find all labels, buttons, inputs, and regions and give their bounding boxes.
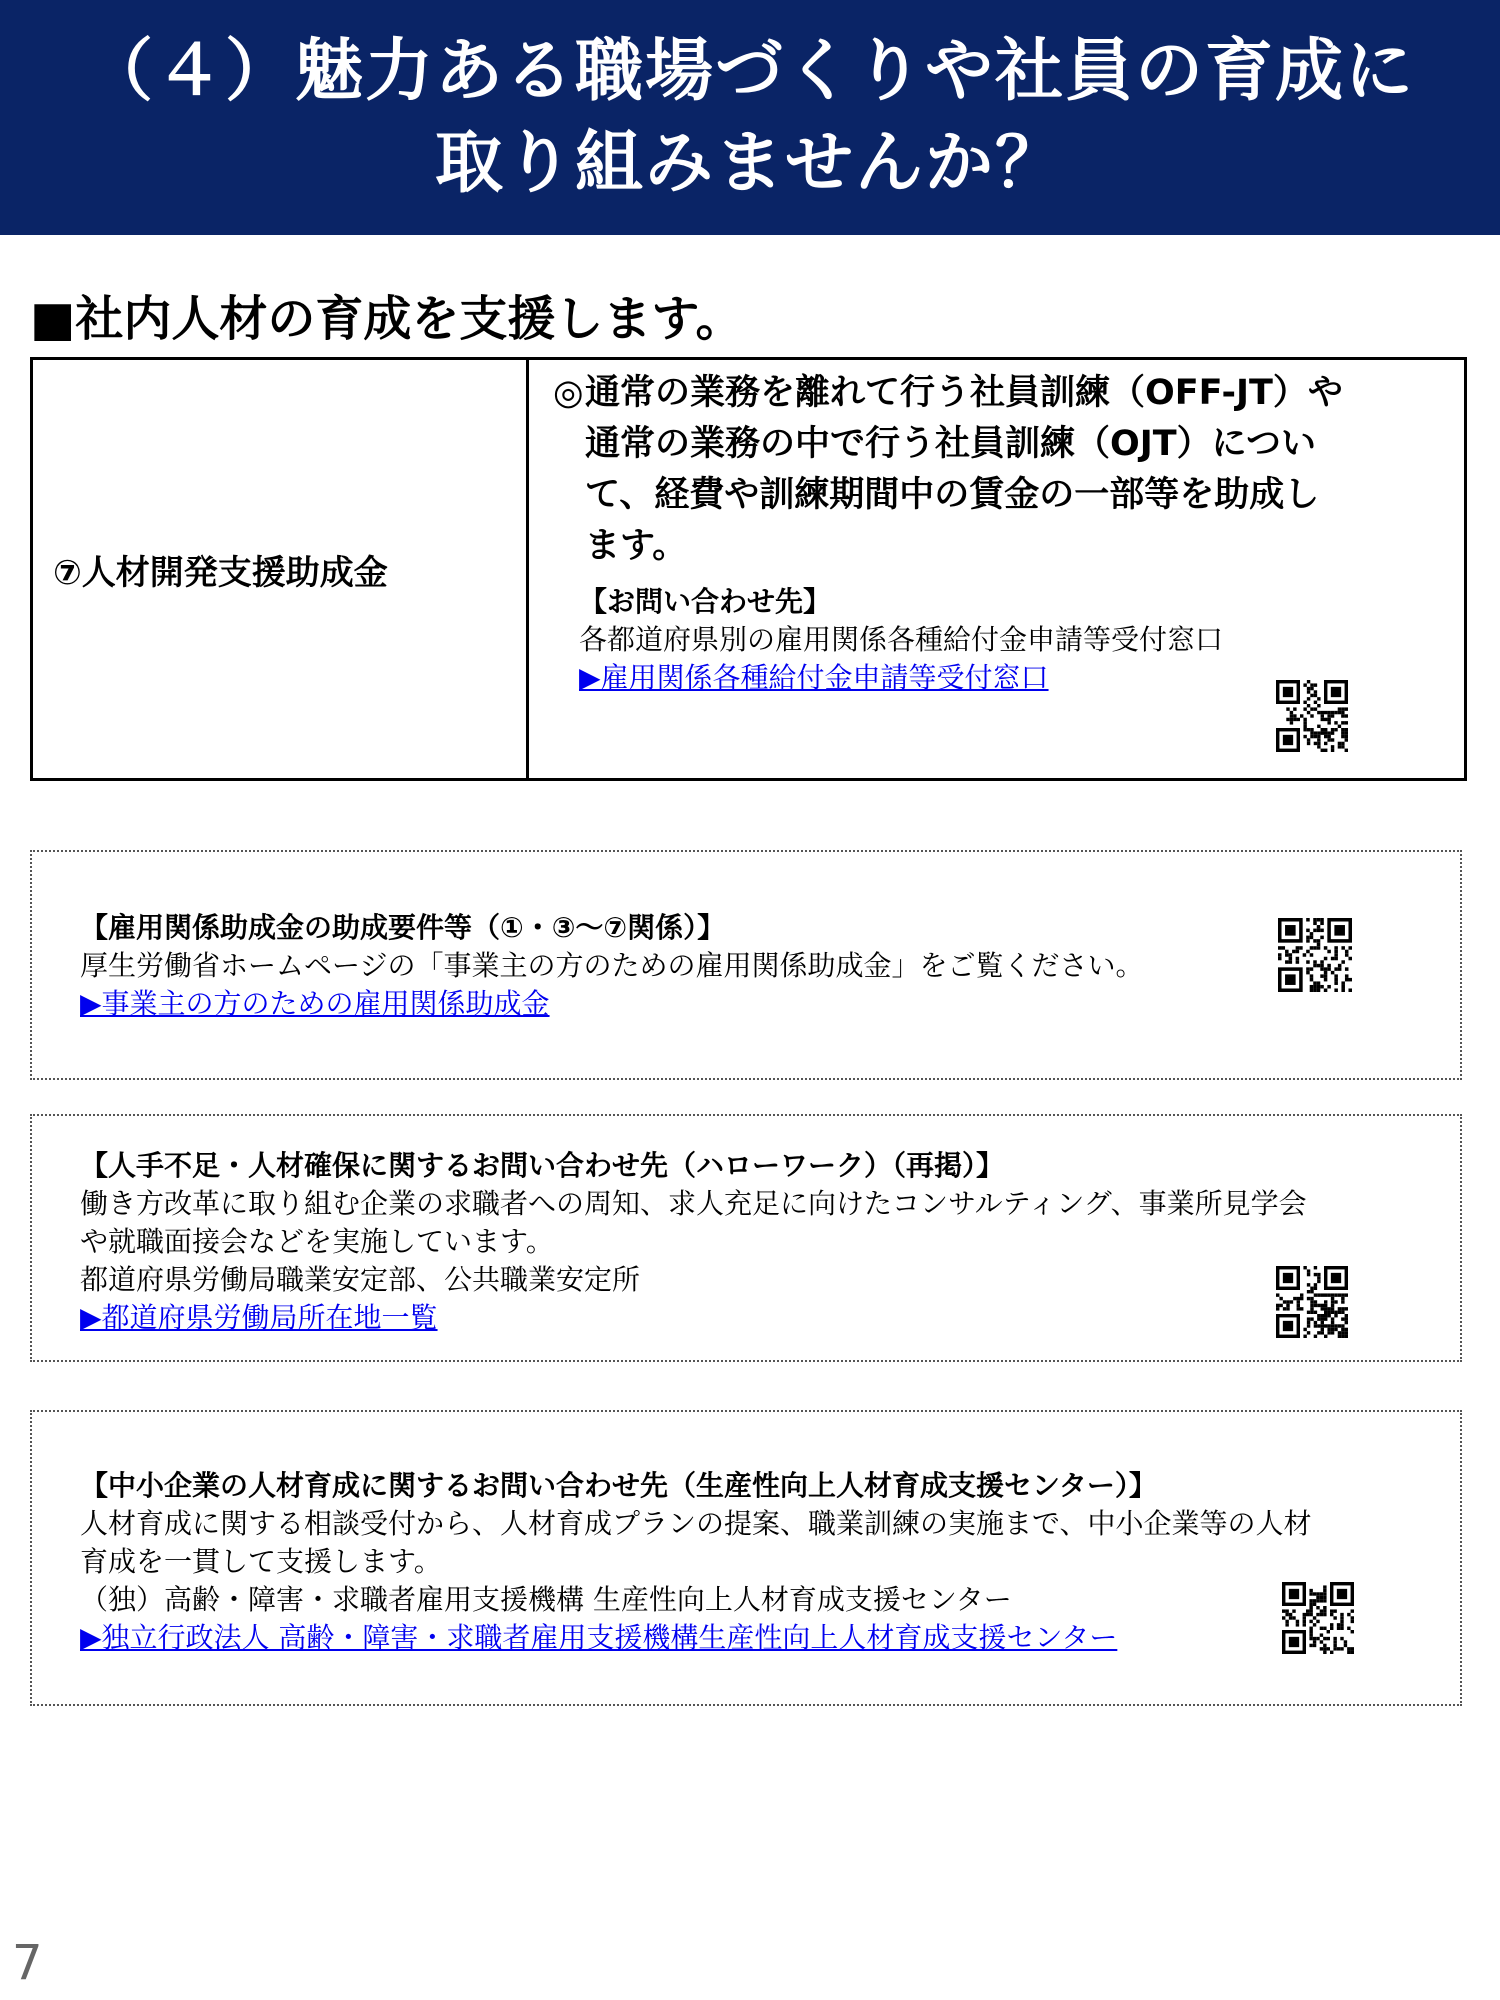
subsidy-name: ⑦人材開発支援助成金 xyxy=(33,360,529,778)
desc-line-4: ます。 xyxy=(585,526,688,566)
info-box-hello-work xyxy=(30,1114,1462,1362)
subsidy-description xyxy=(553,368,1433,572)
subsidy-details xyxy=(529,360,1464,778)
desc-line-3: て、経費や訓練期間中の賃金の一部等を助成し xyxy=(585,475,1320,515)
qr-code-icon[interactable] xyxy=(1276,680,1348,752)
page-title-line-2: 取り組みませんか？ xyxy=(434,123,1065,203)
box1-link[interactable]: ▶事業主の方のための雇用関係助成金 xyxy=(80,987,550,1020)
page-title-line-1: （４）魅力ある職場づくりや社員の育成に xyxy=(84,31,1415,111)
double-circle-mark: ◎ xyxy=(553,373,584,413)
info-box-grant-requirements xyxy=(30,850,1462,1080)
box1-title: 【雇用関係助成金の助成要件等（①・③～⑦関係）】 xyxy=(80,911,726,944)
box3-link[interactable]: ▶独立行政法人 高齢・障害・求職者雇用支援機構生産性向上人材育成支援センター xyxy=(80,1621,1118,1654)
subsidy-table xyxy=(30,357,1467,781)
desc-line-2: 通常の業務の中で行う社員訓練（OJT）につい xyxy=(585,424,1316,464)
inquiry-text: 各都道府県別の雇用関係各種給付金申請等受付窓口 xyxy=(579,623,1224,656)
box3-text-2: 育成を一貫して支援します。 xyxy=(80,1545,442,1578)
qr-code-icon[interactable] xyxy=(1282,1582,1354,1654)
box3-text-3: （独）高齢・障害・求職者雇用支援機構 生産性向上人材育成支援センター xyxy=(80,1583,1012,1616)
page-number: 7 xyxy=(12,1935,43,1991)
box2-link[interactable]: ▶都道府県労働局所在地一覧 xyxy=(80,1301,438,1334)
inquiry-link[interactable]: ▶雇用関係各種給付金申請等受付窓口 xyxy=(579,661,1049,694)
page-header xyxy=(0,0,1500,235)
section-heading: ■社内人材の育成を支援します。 xyxy=(30,291,744,347)
inquiry-label: 【お問い合わせ先】 xyxy=(579,585,832,618)
qr-code-icon[interactable] xyxy=(1276,1266,1348,1338)
box2-text-3: 都道府県労働局職業安定部、公共職業安定所 xyxy=(80,1263,641,1296)
box1-text: 厚生労働省ホームページの「事業主の方のための雇用関係助成金」をご覧ください。 xyxy=(80,949,1144,982)
box2-text-1: 働き方改革に取り組む企業の求職者への周知、求人充足に向けたコンサルティング、事業所見学会 xyxy=(80,1187,1307,1220)
box2-title: 【人手不足・人材確保に関するお問い合わせ先（ハローワーク）（再掲）】 xyxy=(80,1149,1005,1182)
box3-text-1: 人材育成に関する相談受付から、人材育成プランの提案、職業訓練の実施まで、中小企業等の人材 xyxy=(80,1507,1312,1540)
qr-code-icon[interactable] xyxy=(1278,918,1352,992)
info-box-productivity-center xyxy=(30,1410,1462,1706)
desc-line-1: 通常の業務を離れて行う社員訓練（OFF-JT）や xyxy=(585,373,1343,413)
box2-text-2: や就職面接会などを実施しています。 xyxy=(80,1225,554,1258)
box3-title: 【中小企業の人材育成に関するお問い合わせ先（生産性向上人材育成支援センター）】 xyxy=(80,1469,1157,1502)
